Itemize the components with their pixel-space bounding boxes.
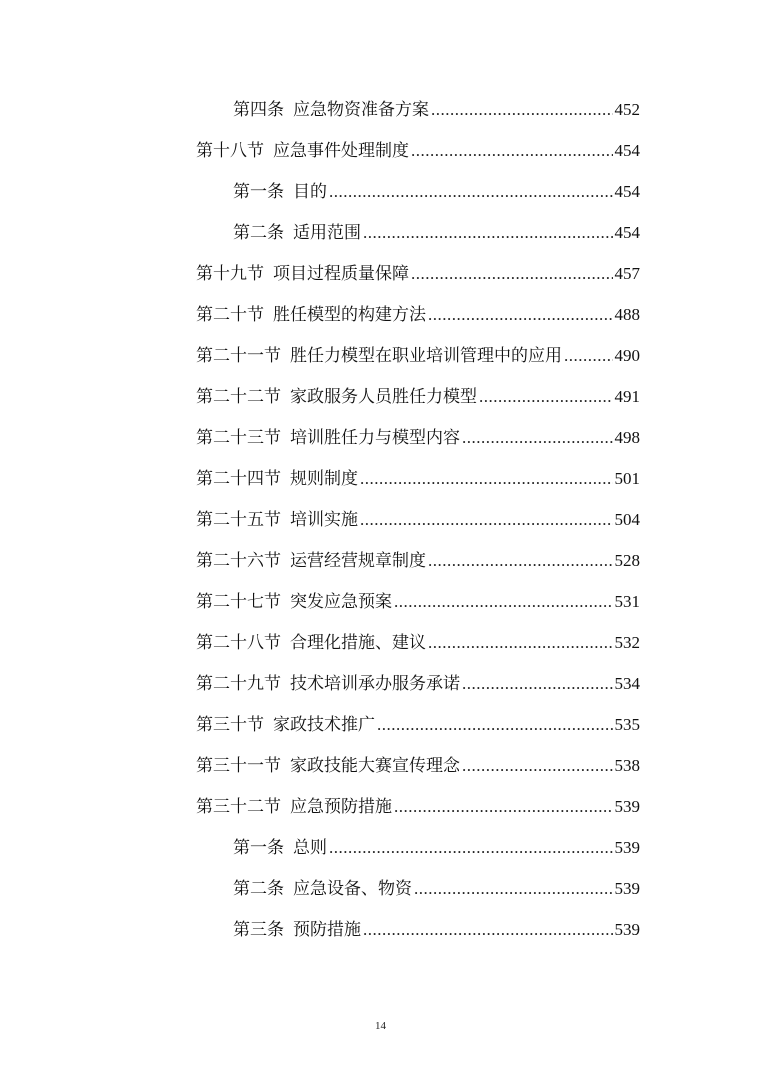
toc-entry-title: 突发应急预案 (290, 592, 392, 612)
toc-entry-number: 第二十节 (196, 305, 264, 325)
dot-leader (414, 868, 613, 909)
toc-entry-page: 491 (614, 387, 640, 406)
toc-entry[interactable] (196, 786, 640, 827)
toc-entry-number: 第二十三节 (196, 428, 281, 448)
toc-entry[interactable] (233, 89, 640, 130)
toc-entry-number: 第二十九节 (196, 674, 281, 694)
toc-entry-title: 合理化措施、建议 (290, 633, 426, 653)
toc-entry-page: 528 (614, 551, 640, 570)
toc-entry-page: 454 (614, 182, 640, 201)
dot-leader (564, 335, 613, 376)
toc-entry-title: 目的 (293, 182, 327, 202)
toc-entry-number: 第二十七节 (196, 592, 281, 612)
toc-entry-number: 第一条 (233, 838, 284, 858)
toc-entry[interactable] (233, 171, 640, 212)
toc-entry[interactable] (196, 335, 640, 376)
toc-entry-page: 535 (614, 715, 640, 734)
toc-entry-number: 第四条 (233, 100, 284, 120)
toc-entry-title: 家政服务人员胜任力模型 (290, 387, 477, 407)
toc-entry[interactable] (196, 253, 640, 294)
dot-leader (479, 376, 613, 417)
toc-entry-page: 539 (614, 879, 640, 898)
toc-entry-page: 539 (614, 797, 640, 816)
toc-entry[interactable] (233, 909, 640, 950)
dot-leader (428, 294, 613, 335)
dot-leader (428, 622, 613, 663)
toc-entry[interactable] (196, 458, 640, 499)
toc-entry[interactable] (196, 499, 640, 540)
toc-entry-page: 534 (614, 674, 640, 693)
toc-entry-number: 第二十五节 (196, 510, 281, 530)
toc-entry-title: 家政技能大赛宣传理念 (290, 756, 460, 776)
dot-leader (462, 745, 613, 786)
toc-entry[interactable] (196, 130, 640, 171)
toc-entry-number: 第三十一节 (196, 756, 281, 776)
toc-entry-page: 531 (614, 592, 640, 611)
dot-leader (363, 909, 613, 950)
toc-entry-number: 第一条 (233, 182, 284, 202)
toc-entry-page: 501 (614, 469, 640, 488)
toc-entry-page: 490 (614, 346, 640, 365)
toc-entry[interactable] (196, 376, 640, 417)
dot-leader (428, 540, 613, 581)
dot-leader (329, 171, 613, 212)
toc-entry-title: 应急预防措施 (290, 797, 392, 817)
toc-entry[interactable] (196, 417, 640, 458)
toc-entry-title: 预防措施 (293, 920, 361, 940)
toc-entry-number: 第二十二节 (196, 387, 281, 407)
toc-entry[interactable] (233, 827, 640, 868)
toc-entry-page: 457 (614, 264, 640, 283)
toc-entry-page: 452 (614, 100, 640, 119)
toc-entry[interactable] (196, 540, 640, 581)
dot-leader (377, 704, 613, 745)
toc-entry-page: 538 (614, 756, 640, 775)
toc-entry-title: 培训胜任力与模型内容 (290, 428, 460, 448)
dot-leader (411, 253, 613, 294)
toc-entry-number: 第二十一节 (196, 346, 281, 366)
dot-leader (363, 212, 613, 253)
page-number: 14 (375, 1020, 386, 1032)
toc-entry-page: 498 (614, 428, 640, 447)
toc-entry-title: 应急物资准备方案 (293, 100, 429, 120)
dot-leader (329, 827, 613, 868)
dot-leader (462, 417, 613, 458)
toc-entry-title: 培训实施 (290, 510, 358, 530)
toc-entry-title: 规则制度 (290, 469, 358, 489)
toc-entry[interactable] (196, 294, 640, 335)
toc-entry-number: 第三十二节 (196, 797, 281, 817)
toc-entry-number: 第二条 (233, 879, 284, 899)
toc-entry-title: 项目过程质量保障 (273, 264, 409, 284)
toc-entry-number: 第十九节 (196, 264, 264, 284)
toc-entry-number: 第二条 (233, 223, 284, 243)
toc-entry-number: 第十八节 (196, 141, 264, 161)
toc-entry-number: 第二十六节 (196, 551, 281, 571)
dot-leader (431, 89, 613, 130)
dot-leader (462, 663, 613, 704)
toc-entry[interactable] (233, 212, 640, 253)
toc-entry[interactable] (196, 663, 640, 704)
toc-entry-title: 胜任模型的构建方法 (273, 305, 426, 325)
dot-leader (360, 458, 613, 499)
toc-entry-number: 第三十节 (196, 715, 264, 735)
toc-entry[interactable] (196, 745, 640, 786)
toc-entry-title: 技术培训承办服务承诺 (290, 674, 460, 694)
toc-entry-title: 运营经营规章制度 (290, 551, 426, 571)
toc-entry-number: 第二十四节 (196, 469, 281, 489)
toc-entry-number: 第三条 (233, 920, 284, 940)
toc-entry[interactable] (196, 704, 640, 745)
toc-entry-page: 488 (614, 305, 640, 324)
toc-entry-page: 539 (614, 838, 640, 857)
toc-entry-page: 454 (614, 141, 640, 160)
toc-entry[interactable] (196, 622, 640, 663)
toc-entry-title: 适用范围 (293, 223, 361, 243)
dot-leader (411, 130, 613, 171)
toc-entry-page: 539 (614, 920, 640, 939)
toc-entry-title: 总则 (293, 838, 327, 858)
toc-entry-title: 应急设备、物资 (293, 879, 412, 899)
toc-entry-page: 454 (614, 223, 640, 242)
toc-entry-title: 应急事件处理制度 (273, 141, 409, 161)
toc-entry-page: 504 (614, 510, 640, 529)
toc-entry-title: 胜任力模型在职业培训管理中的应用 (290, 346, 562, 366)
toc-entry-number: 第二十八节 (196, 633, 281, 653)
toc-entry-title: 家政技术推广 (273, 715, 375, 735)
toc-entry-page: 532 (614, 633, 640, 652)
dot-leader (394, 786, 613, 827)
dot-leader (360, 499, 613, 540)
toc-entry[interactable] (233, 868, 640, 909)
dot-leader (394, 581, 613, 622)
toc-entry[interactable] (196, 581, 640, 622)
